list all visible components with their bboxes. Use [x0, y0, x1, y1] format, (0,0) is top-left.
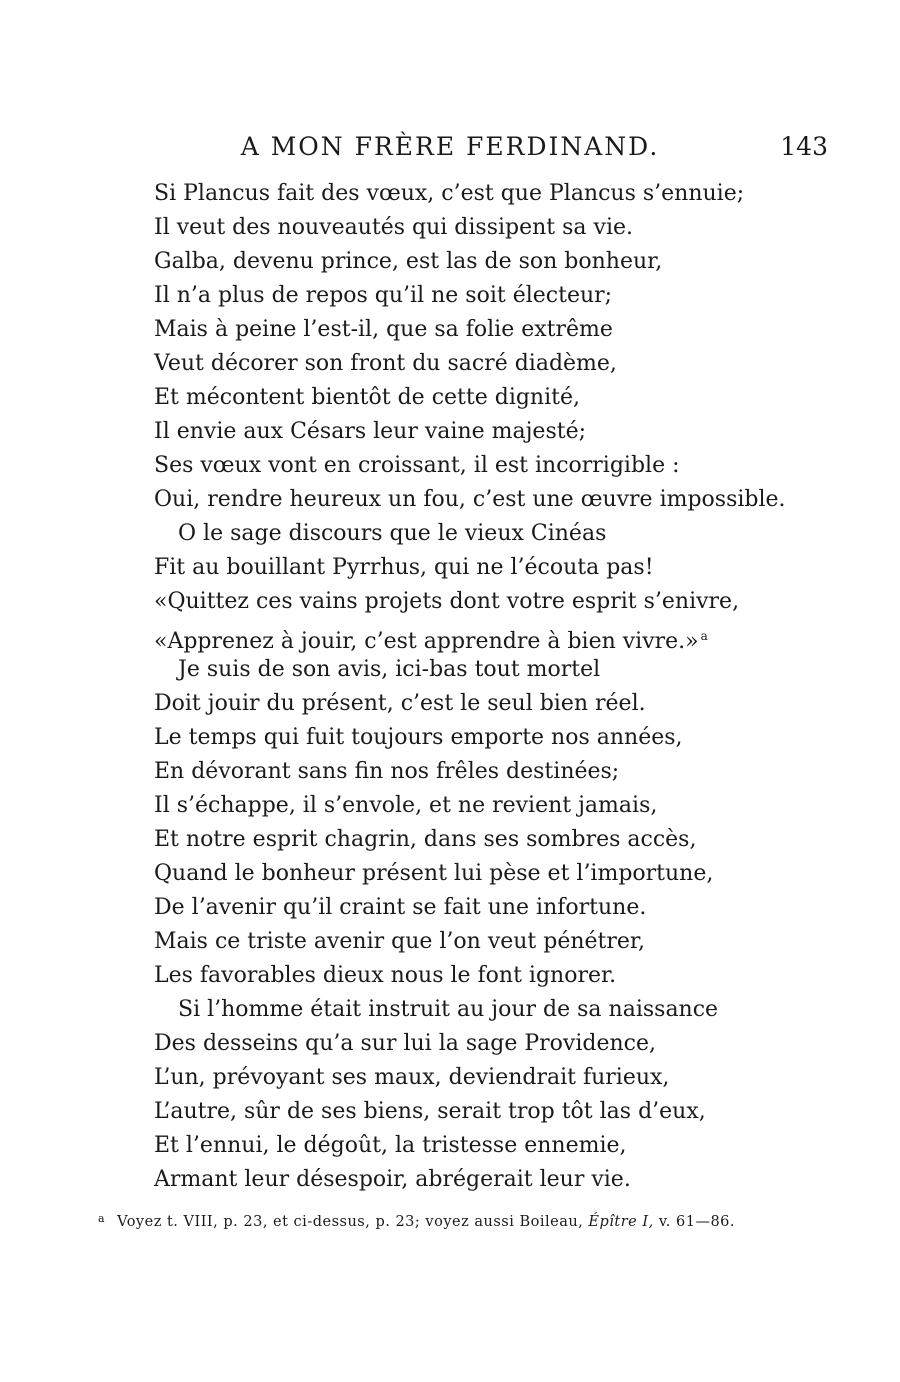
verse-line: Des desseins qu’a sur lui la sage Providence, [154, 1031, 656, 1056]
verse-line: L’autre, sûr de ses biens, serait trop tôt las d’eux, [154, 1099, 706, 1124]
footnote-italic-title: Épître I, [588, 1214, 654, 1230]
verse-line: Il s’échappe, il s’envole, et ne revient jamais, [154, 793, 658, 818]
verse-line: Doit jouir du présent, c’est le seul bien réel. [154, 691, 646, 716]
verse-line: Mais ce triste avenir que l’on veut pénétrer, [154, 929, 646, 954]
verse-line-indented: Je suis de son avis, ici-bas tout mortel [178, 657, 601, 682]
verse-line: Ses vœux vont en croissant, il est incorrigible : [154, 453, 680, 478]
verse-line: Galba, devenu prince, est las de son bonheur, [154, 249, 663, 274]
footnote-text-end: v. 61—86. [658, 1214, 736, 1230]
footnote-marker: a [98, 1212, 106, 1225]
running-title: A MON FRÈRE FERDINAND. [240, 132, 660, 161]
verse-line: L’un, prévoyant ses maux, deviendrait furieux, [154, 1065, 670, 1090]
verse-line: Et mécontent bientôt de cette dignité, [154, 385, 580, 410]
footnote-reference: a [700, 629, 708, 643]
verse-line: «Quittez ces vains projets dont votre esprit s’enivre, [154, 589, 740, 614]
footnote-text: Voyez t. VIII, p. 23, et ci-dessus, p. 23; voyez aussi Boileau, [117, 1214, 584, 1230]
page-number: 143 [780, 132, 828, 161]
verse-line: Et l’ennui, le dégoût, la tristesse ennemie, [154, 1133, 627, 1158]
verse-line: Le temps qui fuit toujours emporte nos années, [154, 725, 683, 750]
verse-line: Armant leur désespoir, abrégerait leur vie. [154, 1167, 631, 1192]
verse-line-text: «Apprenez à jouir, c’est apprendre à bien vivre.» [154, 629, 699, 654]
verse-line: Veut décorer son front du sacré diadème, [154, 351, 617, 376]
verse-line: Il envie aux Césars leur vaine majesté; [154, 419, 587, 444]
verse-line: De l’avenir qu’il craint se fait une infortune. [154, 895, 647, 920]
verse-line-with-note [154, 619, 834, 653]
poem-verse [154, 177, 834, 1197]
verse-line: Il n’a plus de repos qu’il ne soit électeur; [154, 283, 613, 308]
verse-line: Si Plancus fait des vœux, c’est que Plancus s’ennuie; [154, 181, 745, 206]
verse-line: Les favorables dieux nous le font ignorer. [154, 963, 617, 988]
verse-line-indented: Si l’homme était instruit au jour de sa naissance [178, 997, 719, 1022]
verse-line-indented: O le sage discours que le vieux Cinéas [178, 521, 607, 546]
verse-line: Fit au bouillant Pyrrhus, qui ne l’écouta pas! [154, 555, 654, 580]
verse-line: Mais à peine l’est-il, que sa folie extrême [154, 317, 613, 342]
verse-line: Quand le bonheur présent lui pèse et l’importune, [154, 861, 714, 886]
verse-line: Oui, rendre heureux un fou, c’est une œuvre impossible. [154, 487, 786, 512]
verse-line: Et notre esprit chagrin, dans ses sombres accès, [154, 827, 697, 852]
verse-line: En dévorant sans fin nos frêles destinées; [154, 759, 620, 784]
footnote [98, 1209, 735, 1232]
verse-line: Il veut des nouveautés qui dissipent sa vie. [154, 215, 634, 240]
